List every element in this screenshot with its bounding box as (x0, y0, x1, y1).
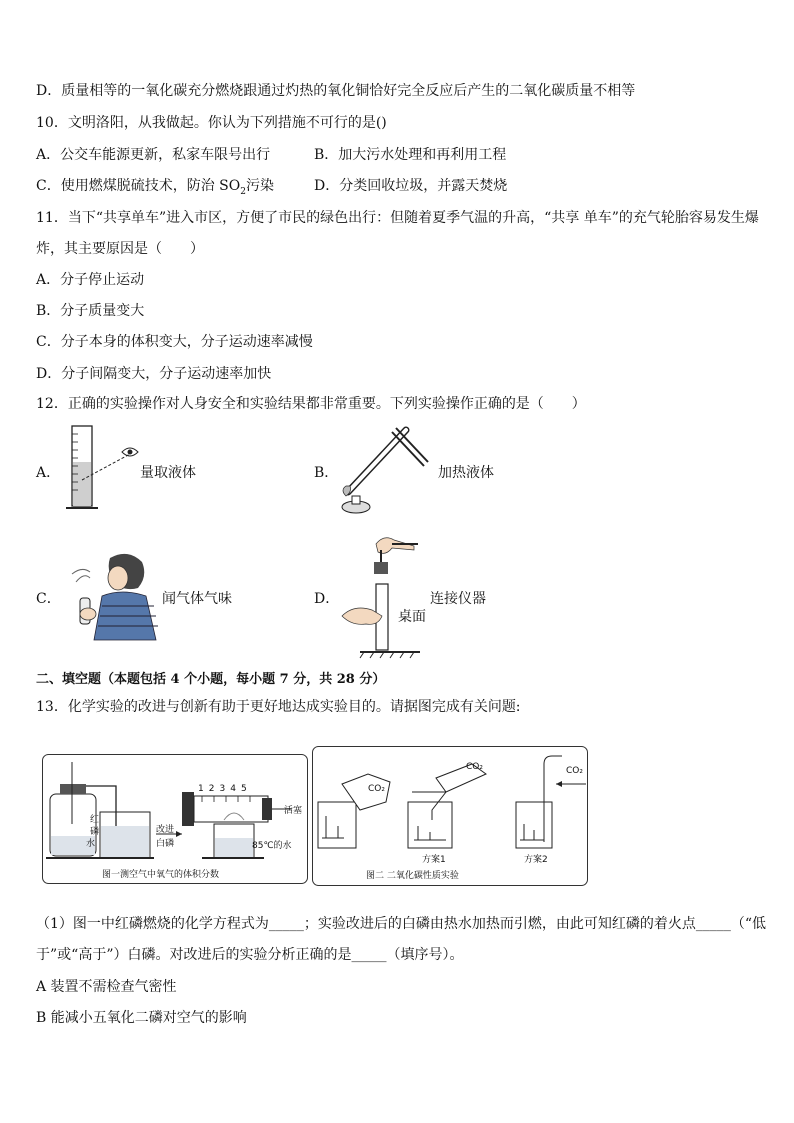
connecting-apparatus-image (340, 532, 440, 660)
q13-option-b: B 能减小五氧化二磷对空气的影响 (36, 1010, 247, 1026)
q13-part1-line2: 于”或“高于”）白磷。对改进后的实验分析正确的是_____（填序号）。 (36, 947, 464, 963)
fig1-label-lin: 磷 (90, 827, 100, 837)
fig1-label-hong: 红 (90, 815, 100, 825)
q10-option-a: A．公交车能源更新，私家车限号出行 (36, 147, 271, 163)
heating-test-tube-image (336, 422, 436, 522)
section-title: 二、填空题（本题包括 4 个小题，每小题 7 分，共 28 分） (36, 672, 386, 687)
q12-d-table-label: 桌面 (398, 609, 426, 625)
fig2-plan2-label: 方案2 (524, 855, 548, 865)
fig2-co2-label-2: CO₂ (466, 762, 483, 772)
fig2-caption: 图二 二氧化碳性质实验 (366, 871, 459, 881)
q9-option-d: D．质量相等的一氧化碳充分燃烧跟通过灼热的氧化铜恰好完全反应后产生的二氧化碳质量不相等 (36, 83, 636, 99)
q11-option-c: C．分子本身的体积变大，分子运动速率减慢 (36, 334, 313, 350)
q12-a-letter: A． (36, 465, 61, 481)
q12-c-letter: C． (36, 591, 61, 607)
q13-stem: 13．化学实验的改进与创新有助于更好地达成实验目的。请据图完成有关问题: (36, 699, 521, 715)
smelling-gas-person-image (62, 548, 162, 644)
fig1-caption: 图一测空气中氧气的体积分数 (102, 870, 220, 880)
q11-option-a: A．分子停止运动 (36, 272, 145, 288)
q11-option-d: D．分子间隔变大，分子运动速率加快 (36, 366, 272, 382)
q10-option-b: B．加大污水处理和再利用工程 (314, 147, 507, 163)
q12-stem: 12．正确的实验操作对人身安全和实验结果都非常重要。下列实验操作正确的是（ ） (36, 396, 586, 412)
q10-option-d: D．分类回收垃圾，并露天焚烧 (314, 178, 508, 194)
q12-a-label: 量取液体 (140, 465, 196, 481)
q11-stem-line1: 11．当下“共享单车”进入市区，方便了市民的绿色出行：但随着夏季气温的升高，“共享 单车”的充气轮胎容易发生爆 (36, 210, 759, 226)
fig1-label-piston: 活塞 (284, 806, 303, 816)
q12-c-label: 闻气体气味 (162, 591, 232, 607)
fig2-co2-label-3: CO₂ (566, 766, 583, 776)
fig1-label-shui: 水 (86, 839, 96, 849)
q11-stem-line2: 炸，其主要原因是（ ） (36, 241, 204, 257)
q12-b-label: 加热液体 (438, 465, 494, 481)
fig1-label-improve: 改进 (156, 825, 175, 835)
fig1-label-white-phosphorus: 白磷 (156, 839, 175, 849)
q12-d-letter: D． (314, 591, 340, 607)
q12-b-letter: B． (314, 465, 339, 481)
fig1-label-water: 85℃的水 (252, 841, 292, 851)
fig2-plan1-label: 方案1 (422, 855, 446, 865)
figure1-oxygen-volume-apparatus (42, 754, 308, 884)
q11-option-b: B．分子质量变大 (36, 303, 145, 319)
fig2-co2-label-1: CO₂ (368, 784, 385, 794)
fig1-scale: 12345 (198, 784, 252, 794)
q13-part1-line1: （1）图一中红磷燃烧的化学方程式为_____；实验改进后的白磷由热水加热而引燃，由此可知红磷的着火点_____（“低 (36, 916, 767, 932)
q12-d-label: 连接仪器 (430, 591, 486, 607)
q13-option-a: A 装置不需检查气密性 (36, 979, 177, 995)
figure2-co2-properties-apparatus (312, 746, 588, 886)
q10-stem: 10．文明洛阳，从我做起。你认为下列措施不可行的是() (36, 115, 387, 131)
q10-option-c: C．使用燃煤脱硫技术，防治 $SO_2$污染 (36, 178, 274, 197)
